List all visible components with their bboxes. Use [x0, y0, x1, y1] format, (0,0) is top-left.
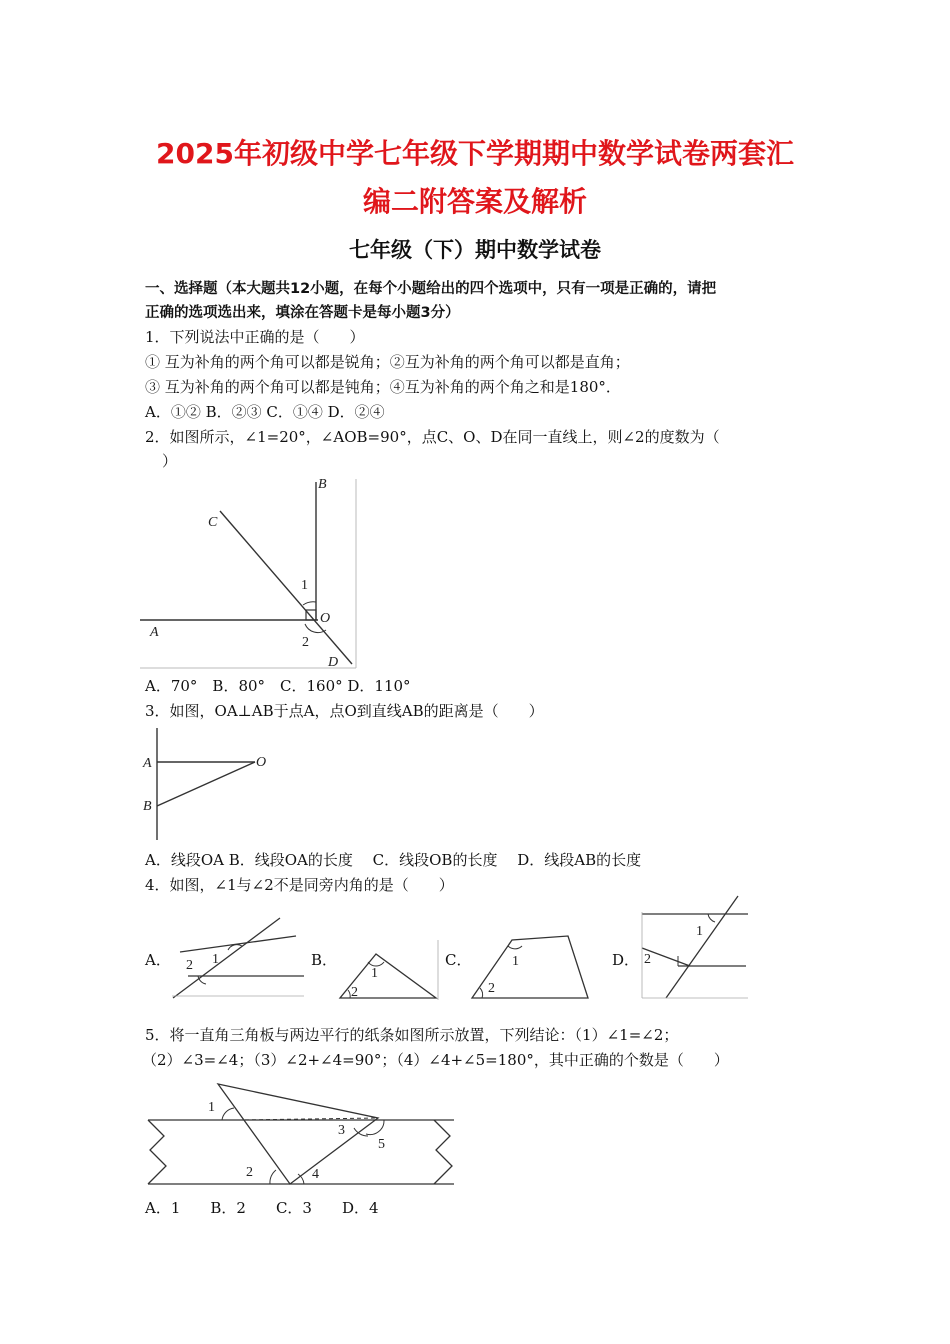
q4c-label-1: 1 [512, 954, 519, 969]
q4-figure-a [168, 912, 308, 1004]
q4-stem: 4．如图，∠1与∠2不是同旁内角的是（ ） [145, 876, 454, 894]
q5-stem: 5．将一直角三角板与两边平行的纸条如图所示放置，下列结论：（1）∠1=∠2； [145, 1026, 679, 1044]
q2-label-o: O [320, 611, 331, 626]
q5-label-4: 4 [312, 1167, 319, 1182]
q2-options: A．70° B．80° C．160° D．110° [145, 677, 411, 695]
q5-options: A．1 B．2 C．3 D．4 [145, 1199, 379, 1217]
q5-label-3: 3 [338, 1123, 345, 1138]
q3-label-o: O [256, 755, 267, 770]
q1-options: A．①② B．②③ C．①④ D．②④ [145, 403, 385, 421]
q1-statement-line3: ③ 互为补角的两个角可以都是钝角；④互为补角的两个角之和是180°． [145, 378, 621, 396]
q4-option-b-label: B． [311, 951, 338, 969]
q4-figure-c [468, 928, 594, 1004]
q4a-label-1: 1 [212, 952, 219, 967]
q4-figure-d [638, 892, 754, 1004]
q4-option-c-label: C． [445, 951, 472, 969]
q4c-label-2: 2 [488, 981, 495, 996]
q2-stem-cont: ） [162, 452, 178, 470]
q2-label-2: 2 [302, 635, 309, 650]
exam-subtitle: 七年级（下）期中数学试卷 [349, 237, 601, 262]
q3-label-a: A [143, 756, 152, 771]
q4-option-a-label: A． [145, 951, 171, 969]
q4a-label-2: 2 [186, 958, 193, 973]
q4b-label-1: 1 [371, 966, 378, 981]
q2-label-b: B [318, 477, 327, 492]
section-heading-line2: 正确的选项选出来，填涂在答题卡是每小题3分） [145, 305, 460, 321]
section-heading-line1: 一、选择题（本大题共12小题，在每个小题给出的四个选项中，只有一项是正确的，请把 [145, 281, 717, 297]
q5-label-2: 2 [246, 1165, 253, 1180]
q2-label-d: D [328, 655, 339, 670]
document-title-line2: 编二附答案及解析 [362, 185, 587, 218]
q1-stem: 1．下列说法中正确的是（ ） [145, 328, 365, 346]
q3-options: A．线段OA B．线段OA的长度 C．线段OB的长度 D．线段AB的长度 [145, 851, 642, 869]
q4d-label-2: 2 [644, 952, 651, 967]
q5-label-5: 5 [378, 1137, 385, 1152]
document-title-line1: 2025年初级中学七年级下学期期中数学试卷两套汇 [156, 137, 794, 170]
q2-label-1: 1 [301, 578, 308, 593]
q5-statement-line2: （2）∠3=∠4；（3）∠2+∠4=90°；（4）∠4+∠5=180°，其中正确的个数是（ ） [142, 1051, 729, 1069]
q2-label-c: C [208, 515, 218, 530]
q4b-label-2: 2 [351, 985, 358, 1000]
q3-figure [140, 724, 280, 844]
q4-figure-b [334, 940, 446, 1004]
q5-figure [140, 1078, 460, 1194]
q3-label-b: B [143, 799, 152, 814]
q4d-label-1: 1 [696, 924, 703, 939]
q1-statement-line2: ① 互为补角的两个角可以都是锐角；②互为补角的两个角可以都是直角； [145, 353, 630, 371]
q2-label-a: A [150, 625, 159, 640]
q2-stem: 2．如图所示，∠1=20°，∠AOB=90°，点C、O、D在同一直线上，则∠2的度数为（ [145, 428, 720, 446]
q3-stem: 3．如图，OA⊥AB于点A，点O到直线AB的距离是（ ） [145, 702, 544, 720]
q2-figure [140, 474, 365, 674]
q5-label-1: 1 [208, 1100, 215, 1115]
q4-option-d-label: D． [612, 951, 640, 969]
